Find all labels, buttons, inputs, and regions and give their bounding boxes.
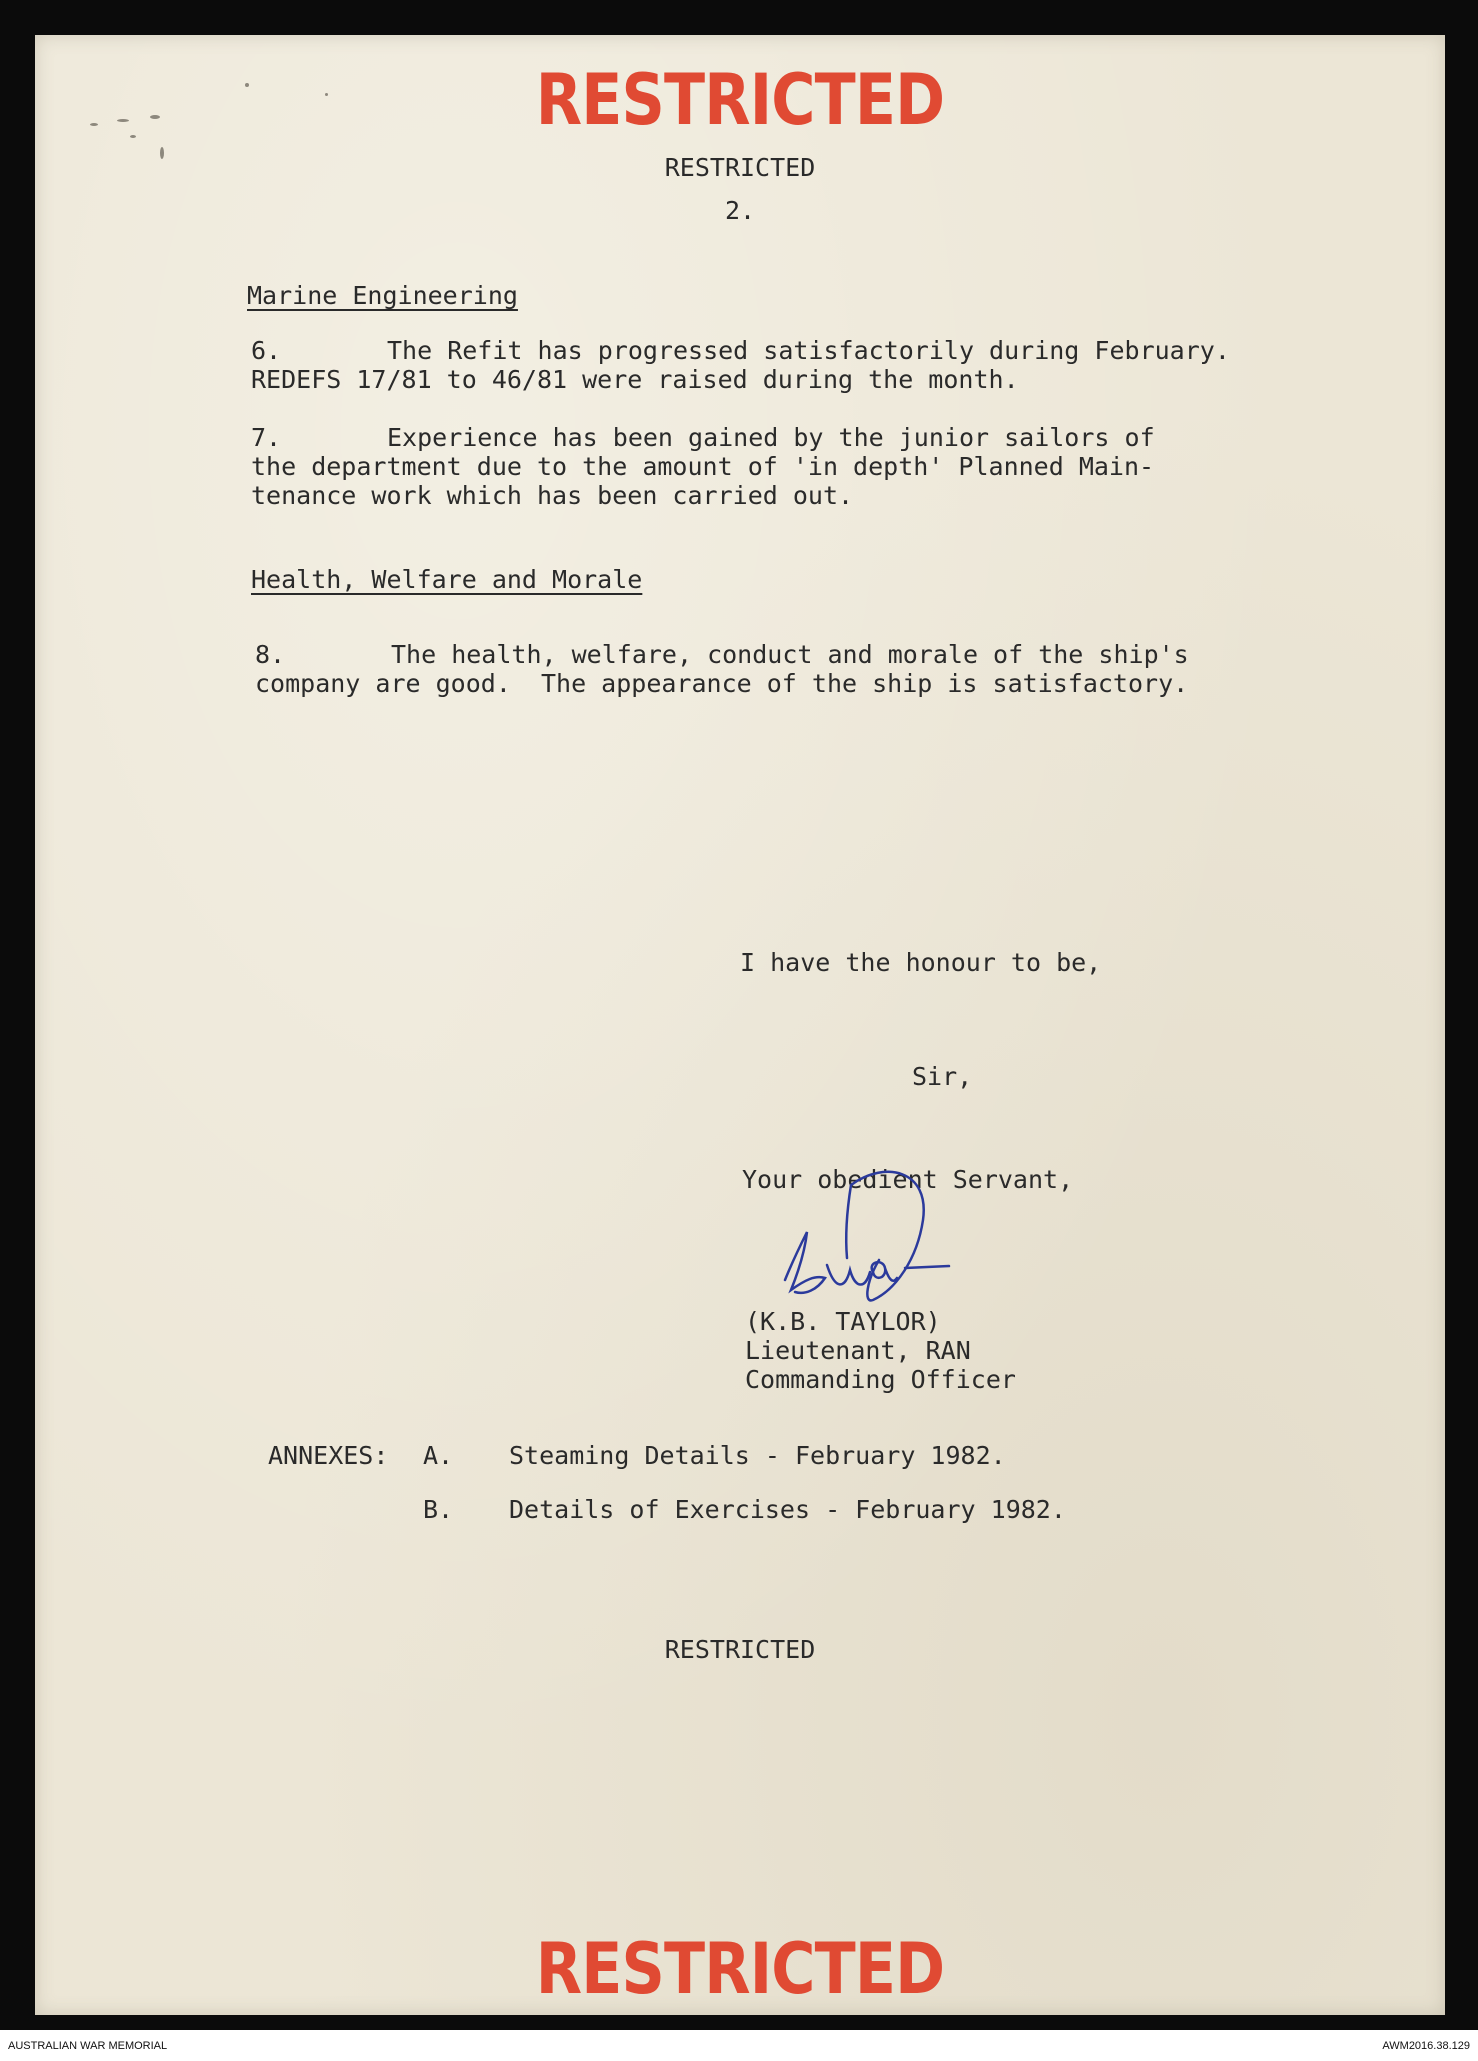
- paragraph-6-line-2: REDEFS 17/81 to 46/81 were raised during the month.: [251, 365, 1019, 394]
- paragraph-line: Experience has been gained by the junior sailors of: [387, 423, 1155, 452]
- paragraph-7: [251, 423, 1155, 452]
- page-number: 2.: [724, 196, 756, 225]
- closing-salutation: Sir,: [912, 1062, 973, 1091]
- paper-speck: [90, 123, 98, 126]
- paragraph-6: [251, 336, 1230, 365]
- classification-bottom: RESTRICTED: [664, 1635, 816, 1664]
- document-page: [35, 35, 1445, 2015]
- annex-text: Details of Exercises - February 1982.: [509, 1495, 1066, 1524]
- paper-speck: [117, 119, 129, 122]
- signatory-name: (K.B. TAYLOR): [745, 1307, 941, 1336]
- annex-letter: A.: [423, 1441, 454, 1470]
- paragraph-7-line-2: the department due to the amount of 'in depth' Planned Main-: [251, 452, 1155, 481]
- annex-letter: B.: [423, 1495, 454, 1524]
- section-heading-marine-engineering: Marine Engineering: [247, 281, 518, 310]
- paragraph-7-line-3: tenance work which has been carried out.: [251, 481, 854, 510]
- closing-obedient-servant: Your obedient Servant,: [742, 1165, 1074, 1194]
- closing-honour: I have the honour to be,: [740, 948, 1102, 977]
- signatory-role: Commanding Officer: [745, 1365, 1016, 1394]
- archive-credit: AUSTRALIAN WAR MEMORIAL: [8, 2040, 168, 2052]
- paragraph-number: 6.: [251, 336, 282, 365]
- annex-b: [268, 1495, 1066, 1524]
- classification-top: RESTRICTED: [664, 153, 816, 182]
- signatory-rank: Lieutenant, RAN: [745, 1336, 971, 1365]
- annexes-label: ANNEXES:: [268, 1441, 389, 1470]
- paragraph-8-line-2: company are good. The appearance of the ship is satisfactory.: [255, 669, 1189, 698]
- annex-text: Steaming Details - February 1982.: [509, 1441, 1006, 1470]
- restricted-stamp-bottom: RESTRICTED: [535, 1928, 945, 2010]
- paragraph-number: 7.: [251, 423, 282, 452]
- paragraph-line: The health, welfare, conduct and morale of the ship's: [391, 640, 1189, 669]
- handwritten-signature: [755, 1140, 975, 1330]
- archive-footer-strip: [0, 2030, 1478, 2061]
- restricted-stamp-top: RESTRICTED: [535, 59, 945, 141]
- paragraph-8: [255, 640, 1189, 669]
- paragraph-line: The Refit has progressed satisfactorily during February.: [387, 336, 1230, 365]
- annex-a: [268, 1441, 1006, 1470]
- archive-reference: AWM2016.38.129: [1382, 2040, 1470, 2052]
- section-heading-health-welfare-morale: Health, Welfare and Morale: [251, 565, 643, 594]
- paragraph-number: 8.: [255, 640, 286, 669]
